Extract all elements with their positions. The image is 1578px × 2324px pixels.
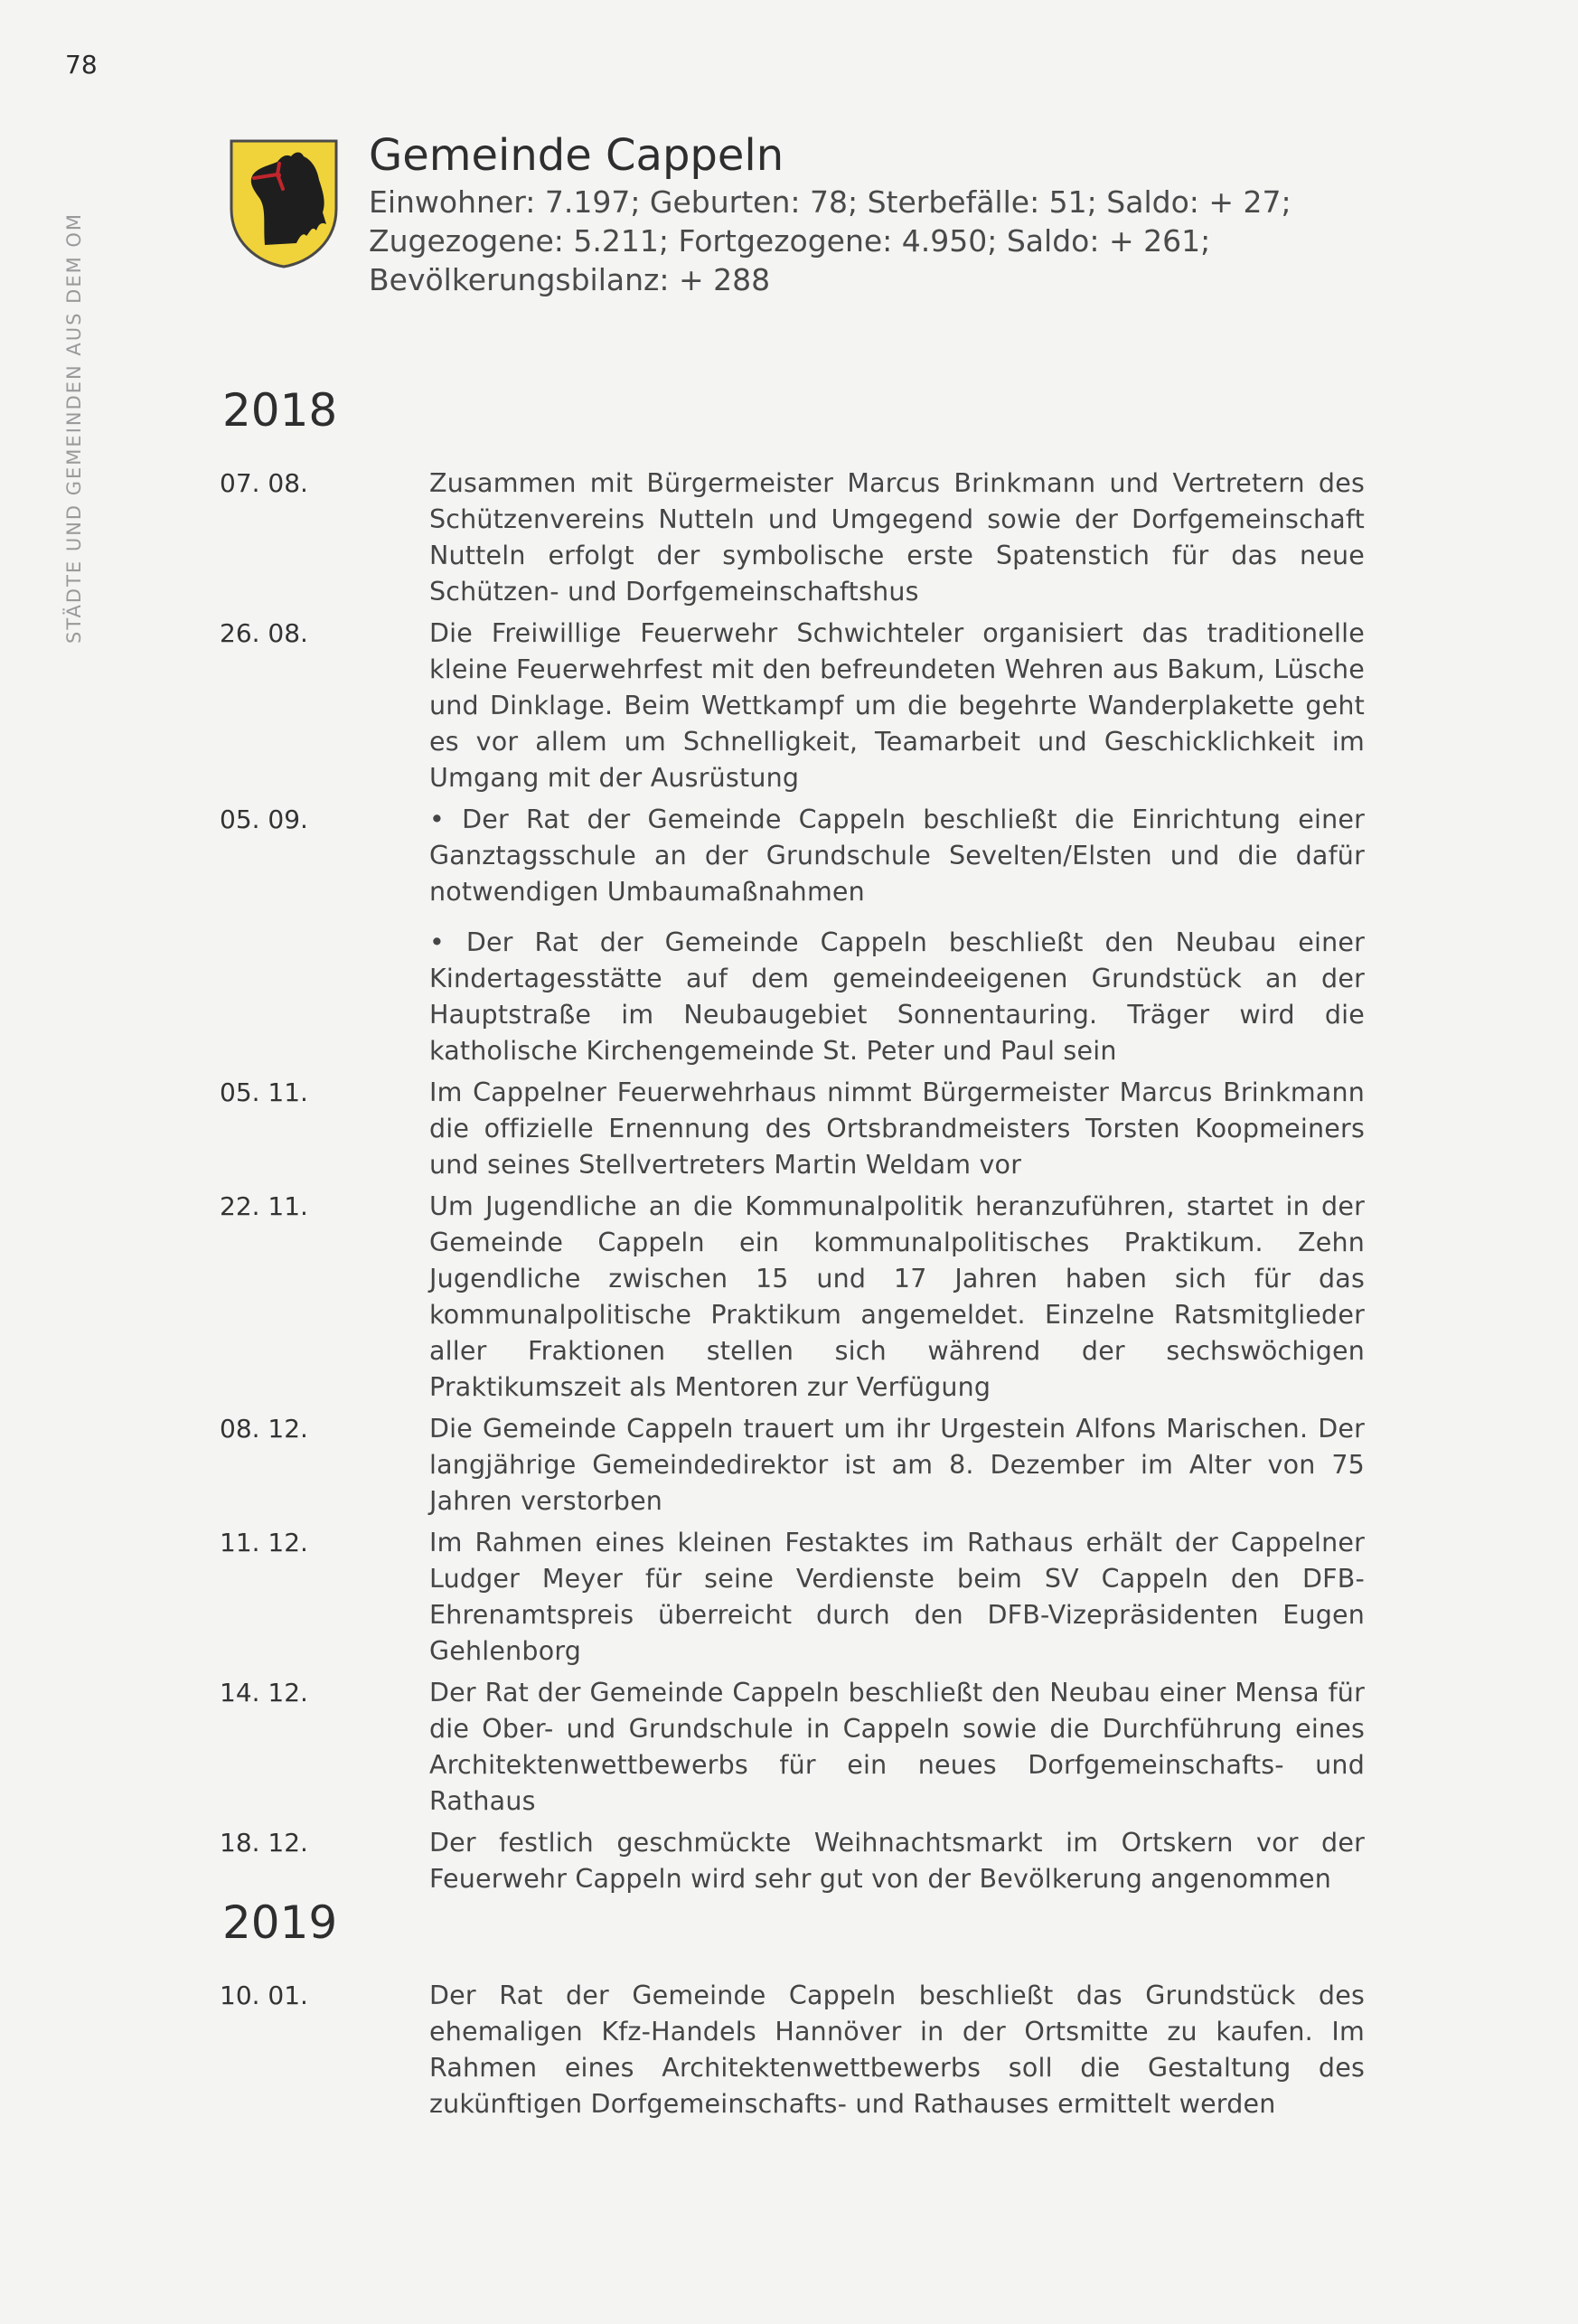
- chronicle-entry: [220, 616, 1376, 802]
- entry-date: 18. 12.: [220, 1828, 308, 1858]
- entry-text: Im Cappelner Feuerwehrhaus nimmt Bürgermeister Marcus Brinkmann die offizielle Ernennung des Ortsbrandmeisters Torsten Koopmeiners und seines Stellvertreters Martin Weldam vor: [429, 1077, 1365, 1180]
- entry-date: 07. 08.: [220, 468, 308, 498]
- municipality-title: Gemeinde Cappeln: [369, 130, 784, 181]
- entry-text: Der festlich geschmückte Weihnachtsmarkt im Ortskern vor der Feuerwehr Cappeln wird sehr gut von der Bevölkerung angenommen: [429, 1828, 1365, 1894]
- chronicle-2019: [220, 1978, 1376, 2128]
- stats-line-1: Einwohner: 7.197; Geburten: 78; Sterbefälle: 51; Saldo: + 27;: [369, 184, 1292, 220]
- entry-text: Im Rahmen eines kleinen Festaktes im Rathaus erhält der Cappelner Ludger Meyer für seine Verdienste beim SV Cappeln den DFB-Ehrenamtspreis überreicht durch den DFB-Vizepräsidenten Eugen Gehlenborg: [429, 1528, 1365, 1666]
- chronicle-entry: [220, 466, 1376, 616]
- chronicle-entry: [220, 802, 1376, 1075]
- entry-text: • Der Rat der Gemeinde Cappeln beschließt die Einrichtung einer Ganztagsschule an der Grundschule Sevelten/Elsten und die dafür notwendigen Umbaumaßnahmen • Der Rat der Gemeinde Cappeln beschließt den Neubau einer Kindertagesstätte auf dem gemeindeeigenen Grundstück an der Hauptstraße im Neubaugebiet Sonnentauring. Träger wird die katholische Kirchengemeinde St. Peter und Paul sein: [429, 804, 1365, 1066]
- entry-text: Der Rat der Gemeinde Cappeln beschließt den Neubau einer Mensa für die Ober- und Grundschule in Cappeln sowie die Durchführung eines Architektenwettbewerbs für ein neues Dorfgemeinschafts- und Rathaus: [429, 1678, 1365, 1816]
- entry-date: 10. 01.: [220, 1981, 308, 2010]
- entry-date: 05. 09.: [220, 804, 308, 834]
- entry-text: Die Freiwillige Feuerwehr Schwichteler organisiert das traditionelle kleine Feuerwehrfest mit den befreundeten Wehren aus Bakum, Lüsche und Dinklage. Beim Wettkampf um die begehrte Wanderplakette geht es vor allem um Schnelligkeit, Teamarbeit und Geschicklichkeit im Umgang mit der Ausrüstung: [429, 618, 1365, 793]
- municipality-header: [369, 128, 1381, 299]
- chronicle-entry: [220, 1525, 1376, 1675]
- chronicle-entry: [220, 1825, 1376, 1903]
- stats-line-3: Bevölkerungsbilanz: + 288: [369, 262, 771, 297]
- chronicle-entry: [220, 1411, 1376, 1525]
- chronicle-entry: [220, 1189, 1376, 1411]
- year-heading-2019: 2019: [222, 1896, 338, 1949]
- entry-text: Zusammen mit Bürgermeister Marcus Brinkmann und Vertretern des Schützenvereins Nutteln und Umgegend sowie der Dorfgemeinschaft Nutteln erfolgt der symbolische erste Spatenstich für das neue Schützen- und Dorfgemeinschaftshus: [429, 468, 1365, 607]
- horse-head-crest-icon: [229, 138, 339, 269]
- entry-text: Der Rat der Gemeinde Cappeln beschließt das Grundstück des ehemaligen Kfz-Handels Hannöver in der Ortsmitte zu kaufen. Im Rahmen eines Architektenwettbewerbs soll die Gestaltung des zukünftigen Dorfgemeinschafts- und Rathauses ermittelt werden: [429, 1981, 1365, 2119]
- chronicle-2018: [220, 466, 1376, 1903]
- stats-line-2: Zugezogene: 5.211; Fortgezogene: 4.950; Saldo: + 261;: [369, 223, 1211, 259]
- chronicle-entry: [220, 1978, 1376, 2128]
- entry-date: 11. 12.: [220, 1528, 308, 1557]
- entry-text: Um Jugendliche an die Kommunalpolitik heranzuführen, startet in der Gemeinde Cappeln ein kommunalpolitisches Praktikum. Zehn Jugendliche zwischen 15 und 17 Jahren haben sich für das kommunalpolitische Praktikum angemeldet. Einzelne Ratsmitglieder aller Fraktionen stellen sich während der sechswöchigen Praktikumszeit als Mentoren zur Verfügung: [429, 1191, 1365, 1402]
- page-number: 78: [65, 50, 98, 80]
- chronicle-entry: [220, 1675, 1376, 1825]
- entry-date: 26. 08.: [220, 618, 308, 648]
- year-heading-2018: 2018: [222, 384, 338, 437]
- entry-date: 08. 12.: [220, 1414, 308, 1444]
- entry-text: Die Gemeinde Cappeln trauert um ihr Urgestein Alfons Marischen. Der langjährige Gemeindedirektor ist am 8. Dezember im Alter von 75 Jahren verstorben: [429, 1414, 1365, 1516]
- entry-date: 22. 11.: [220, 1191, 308, 1221]
- entry-date: 14. 12.: [220, 1678, 308, 1708]
- chronicle-entry: [220, 1075, 1376, 1189]
- section-title: STÄDTE UND GEMEINDEN AUS DEM OM: [63, 212, 85, 644]
- entry-date: 05. 11.: [220, 1077, 308, 1107]
